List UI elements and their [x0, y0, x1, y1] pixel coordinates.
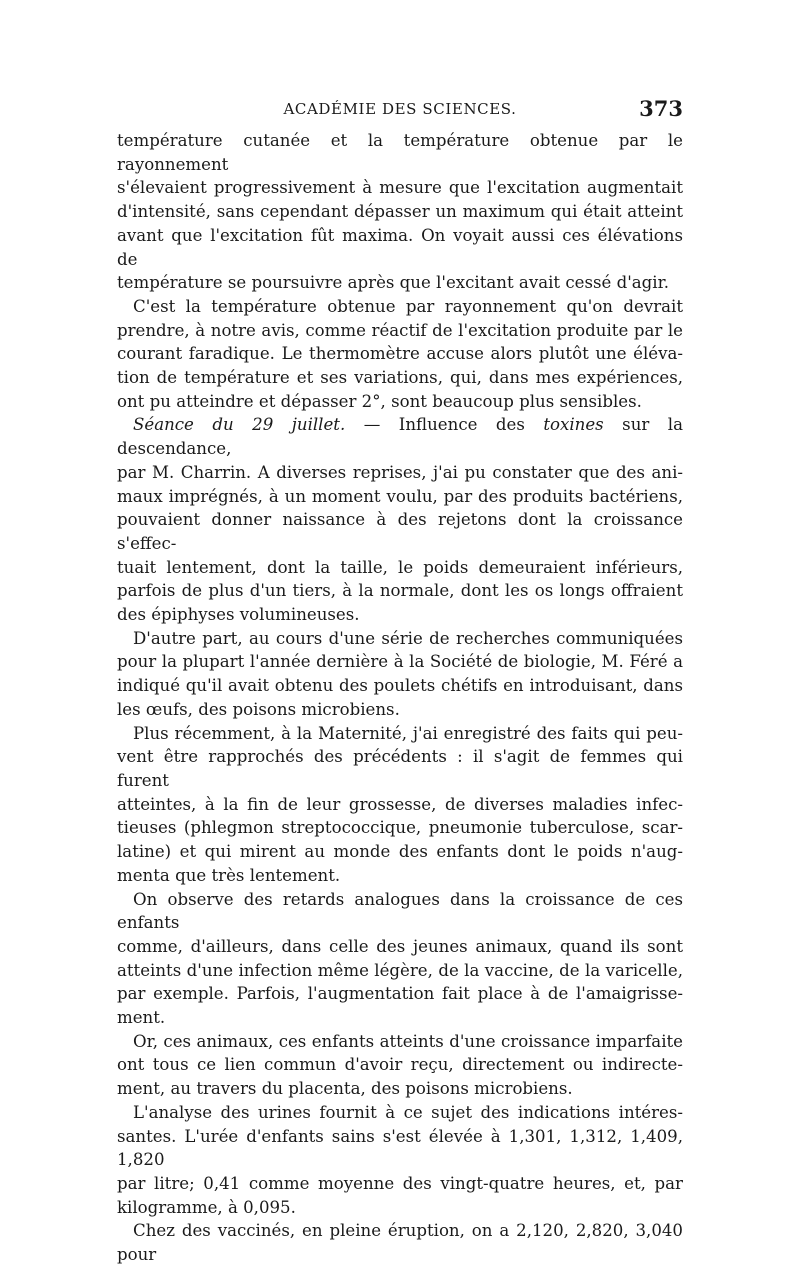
text-line: [117, 816, 683, 840]
line-text: température se poursuivre après que l'excitant avait cessé d'agir.: [117, 273, 669, 293]
text-line: [117, 698, 683, 722]
line-text: d'intensité, sans cependant dépasser un maximum qui était atteint: [117, 202, 683, 222]
line-text: tieuses (phlegmon streptococcique, pneumonie tuberculose, scar-: [117, 818, 683, 838]
line-text: On observe des retards analogues dans la croissance de ces enfants: [117, 889, 683, 933]
line-text: ont pu atteindre et dépasser 2°, sont beaucoup plus sensibles.: [117, 391, 642, 411]
line-text: maux imprégnés, à un moment voulu, par des produits bactériens,: [117, 486, 683, 506]
line-text: prendre, à notre avis, comme réactif de l'excitation produite par le: [117, 320, 683, 340]
text-line: [117, 295, 683, 319]
line-text: vent être rapprochés des précédents : il s'agit de femmes qui furent: [117, 747, 683, 790]
text-line: [117, 627, 683, 651]
line-text: atteintes, à la fin de leur grossesse, de diverses maladies infec-: [117, 794, 683, 814]
text-line: [117, 1172, 683, 1196]
text-line: [117, 485, 683, 509]
page-number: 373: [639, 96, 683, 121]
text-line: [117, 959, 683, 983]
line-text: Or, ces animaux, ces enfants atteints d'une croissance imparfaite: [133, 1031, 683, 1051]
text-line: [117, 888, 683, 935]
text-line: [117, 840, 683, 864]
text-line: [117, 982, 683, 1006]
line-text: par exemple. Parfois, l'augmentation fait place à de l'amaigrisse-: [117, 984, 683, 1004]
line-text: Chez des vaccinés, en pleine éruption, on a 2,120, 2,820, 3,040 pour: [117, 1221, 683, 1265]
text-line: [117, 1030, 683, 1054]
line-text: latine) et qui mirent au monde des enfants dont le poids n'aug-: [117, 842, 683, 862]
line-text: des épiphyses volumineuses.: [117, 605, 360, 625]
line-text: parfois de plus d'un tiers, à la normale, dont les os longs offraient: [117, 581, 683, 601]
text-line: [117, 864, 683, 888]
text-line: [117, 1219, 683, 1266]
page-header: [117, 96, 683, 126]
line-text: les œufs, des poisons microbiens.: [117, 699, 400, 719]
text-line: [117, 1053, 683, 1077]
text-line: [117, 319, 683, 343]
text-line: [117, 508, 683, 555]
line-text: Plus récemment, à la Maternité, j'ai enregistré des faits qui peu-: [133, 723, 683, 743]
italic-text: toxines: [543, 415, 604, 435]
text-line: [117, 200, 683, 224]
text-line: [117, 579, 683, 603]
text-line: [117, 342, 683, 366]
line-text: D'autre part, au cours d'une série de recherches communiquées: [133, 628, 683, 648]
line-text: courant faradique. Le thermomètre accuse alors plutôt une éléva-: [117, 344, 683, 364]
text-line: [117, 1125, 683, 1172]
line-text: pouvaient donner naissance à des rejetons dont la croissance s'effec-: [117, 510, 683, 553]
line-text: tuait lentement, dont la taille, le poids demeuraient inférieurs,: [117, 557, 683, 577]
line-text: tion de température et ses variations, qui, dans mes expériences,: [117, 368, 683, 388]
text-line: [117, 722, 683, 746]
text-line: [117, 935, 683, 959]
line-text: ment, au travers du placenta, des poisons microbiens.: [117, 1079, 573, 1099]
line-text: par M. Charrin. A diverses reprises, j'ai pu constater que des ani-: [117, 462, 683, 482]
line-text: sur la descendance,: [117, 415, 683, 459]
text-line: [117, 603, 683, 627]
line-text: s'élevaient progressivement à mesure que l'excitation augmentait: [117, 178, 683, 198]
line-text: comme, d'ailleurs, dans celle des jeunes animaux, quand ils sont: [117, 936, 683, 956]
line-text: température cutanée et la température obtenue par le rayonnement: [117, 131, 683, 174]
body-text: [117, 129, 683, 1267]
text-line: [117, 1077, 683, 1101]
text-line: [117, 793, 683, 817]
text-line: [117, 674, 683, 698]
line-text: avant que l'excitation fût maxima. On voyait aussi ces élévations de: [117, 225, 683, 269]
text-line: [117, 390, 683, 414]
italic-text: Séance du 29 juillet.: [133, 415, 346, 435]
running-title: ACADÉMIE DES SCIENCES.: [283, 100, 517, 118]
line-text: atteints d'une infection même légère, de la vaccine, de la varicelle,: [117, 960, 683, 980]
line-text: kilogramme, à 0,095.: [117, 1197, 296, 1217]
line-text: indiqué qu'il avait obtenu des poulets chétifs en introduisant, dans: [117, 676, 683, 696]
line-text: C'est la température obtenue par rayonnement qu'on devrait: [133, 296, 683, 316]
text-line: [117, 129, 683, 176]
line-text: santes. L'urée d'enfants sains s'est élevée à 1,301, 1,312, 1,409, 1,820: [117, 1126, 683, 1170]
text-line: [117, 413, 683, 460]
text-line: [117, 366, 683, 390]
line-text: pour la plupart l'année dernière à la Société de biologie, M. Féré a: [117, 652, 683, 672]
text-line: [117, 650, 683, 674]
text-line: [117, 556, 683, 580]
text-line: [117, 224, 683, 271]
text-line: [117, 1196, 683, 1220]
text-line: [117, 176, 683, 200]
text-line: [117, 1006, 683, 1030]
line-text: L'analyse des urines fournit à ce sujet des indications intéres-: [133, 1102, 683, 1122]
line-text: ont tous ce lien commun d'avoir reçu, directement ou indirecte-: [117, 1055, 683, 1075]
line-text: ment.: [117, 1008, 166, 1028]
text-line: [117, 461, 683, 485]
line-text: menta que très lentement.: [117, 865, 341, 885]
text-line: [117, 271, 683, 295]
text-line: [117, 1101, 683, 1125]
line-text: — Influence des: [345, 415, 544, 435]
text-line: [117, 745, 683, 792]
line-text: par litre; 0,41 comme moyenne des vingt-quatre heures, et, par: [117, 1173, 683, 1193]
